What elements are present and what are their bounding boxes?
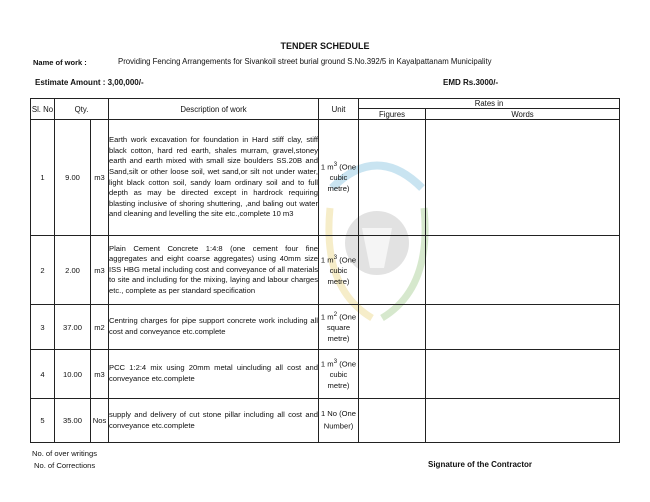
header-qty: Qty. xyxy=(55,99,109,120)
words-cell xyxy=(426,120,620,236)
words-cell xyxy=(426,236,620,305)
name-of-work-label: Name of work : xyxy=(33,58,87,67)
words-cell xyxy=(426,305,620,350)
emd-amount: EMD Rs.3000/- xyxy=(443,78,499,87)
contractor-signature-label: Signature of the Contractor xyxy=(428,460,533,469)
qty-unit-cell: Nos xyxy=(91,399,109,443)
description-cell: PCC 1:2:4 mix using 20mm metal uincluding all cost and conveyance etc.complete xyxy=(109,350,319,399)
unit-cell: 1 $m^2$ (One square metre) xyxy=(319,305,359,350)
qty-cell: 10.00 xyxy=(55,350,91,399)
name-of-work-text: Providing Fencing Arrangements for Sivankoil street burial ground S.No.392/5 in Kayalpattanam Municipality xyxy=(118,57,492,66)
header-rates-in: Rates in xyxy=(359,99,620,109)
sl-cell: 5 xyxy=(31,399,55,443)
description-cell: supply and delivery of cut stone pillar including all cost and conveyance etc.complete xyxy=(109,399,319,443)
qty-unit-cell: m2 xyxy=(91,305,109,350)
unit-cell: 1 $m^3$ (One cubic metre) xyxy=(319,236,359,305)
header-unit: Unit xyxy=(319,99,359,120)
qty-unit-cell: m3 xyxy=(91,236,109,305)
unit-cell: 1 $m^3$ (One cubic metre) xyxy=(319,120,359,236)
figures-cell xyxy=(359,305,426,350)
qty-unit-cell: m3 xyxy=(91,120,109,236)
description-cell: Centring charges for pipe support concrete work including all cost and conveyance etc.complete xyxy=(109,305,319,350)
table-row xyxy=(31,350,620,399)
figures-cell xyxy=(359,399,426,443)
sl-cell: 1 xyxy=(31,120,55,236)
table-row xyxy=(31,399,620,443)
header-figures: Figures xyxy=(359,109,426,120)
table-row xyxy=(31,305,620,350)
figures-cell xyxy=(359,350,426,399)
qty-cell: 9.00 xyxy=(55,120,91,236)
table-row xyxy=(31,236,620,305)
sl-cell: 4 xyxy=(31,350,55,399)
description-cell: Earth work excavation for foundation in Hard stiff clay, stiff black cotton, hard red earth, shales murram, gravel,stoney earth and earth mixed with small size boulders SS.20B and Sand,silt or other loose soil, wet sand,or silt not under water, light black cotton soil, sandy loam ordinary soil and to full depth as may be directed except in hardrock requiring blasting inclusive of shoring shuttering, ,and baling out water and cleaning and levelling the site etc.,complete 10 m3 xyxy=(109,120,319,236)
header-sl-no: Sl. No xyxy=(31,99,55,120)
figures-cell xyxy=(359,120,426,236)
unit-cell: 1 No (One Number) xyxy=(319,399,359,443)
words-cell xyxy=(426,399,620,443)
header-words: Words xyxy=(426,109,620,120)
over-writings-label: No. of over writings xyxy=(32,449,97,458)
words-cell xyxy=(426,350,620,399)
qty-cell: 37.00 xyxy=(55,305,91,350)
estimate-amount: Estimate Amount : 3,00,000/- xyxy=(35,78,144,87)
tender-schedule-table xyxy=(30,98,620,443)
qty-cell: 2.00 xyxy=(55,236,91,305)
figures-cell xyxy=(359,236,426,305)
table-row xyxy=(31,120,620,236)
qty-cell: 35.00 xyxy=(55,399,91,443)
sl-cell: 3 xyxy=(31,305,55,350)
document-title: TENDER SCHEDULE xyxy=(280,41,370,51)
sl-cell: 2 xyxy=(31,236,55,305)
unit-cell: 1 $m^3$ (One cubic metre) xyxy=(319,350,359,399)
corrections-label: No. of Corrections xyxy=(34,461,96,470)
qty-unit-cell: m3 xyxy=(91,350,109,399)
header-description: Description of work xyxy=(109,99,319,120)
description-cell: Plain Cement Concrete 1:4:8 (one cement four fine aggregates and eight coarse aggregates) using 40mm size ISS HBG metal including cost and conveyance of all materials to site and including for the mixing, laying and labour charges etc., complete as per standard specification xyxy=(109,236,319,305)
